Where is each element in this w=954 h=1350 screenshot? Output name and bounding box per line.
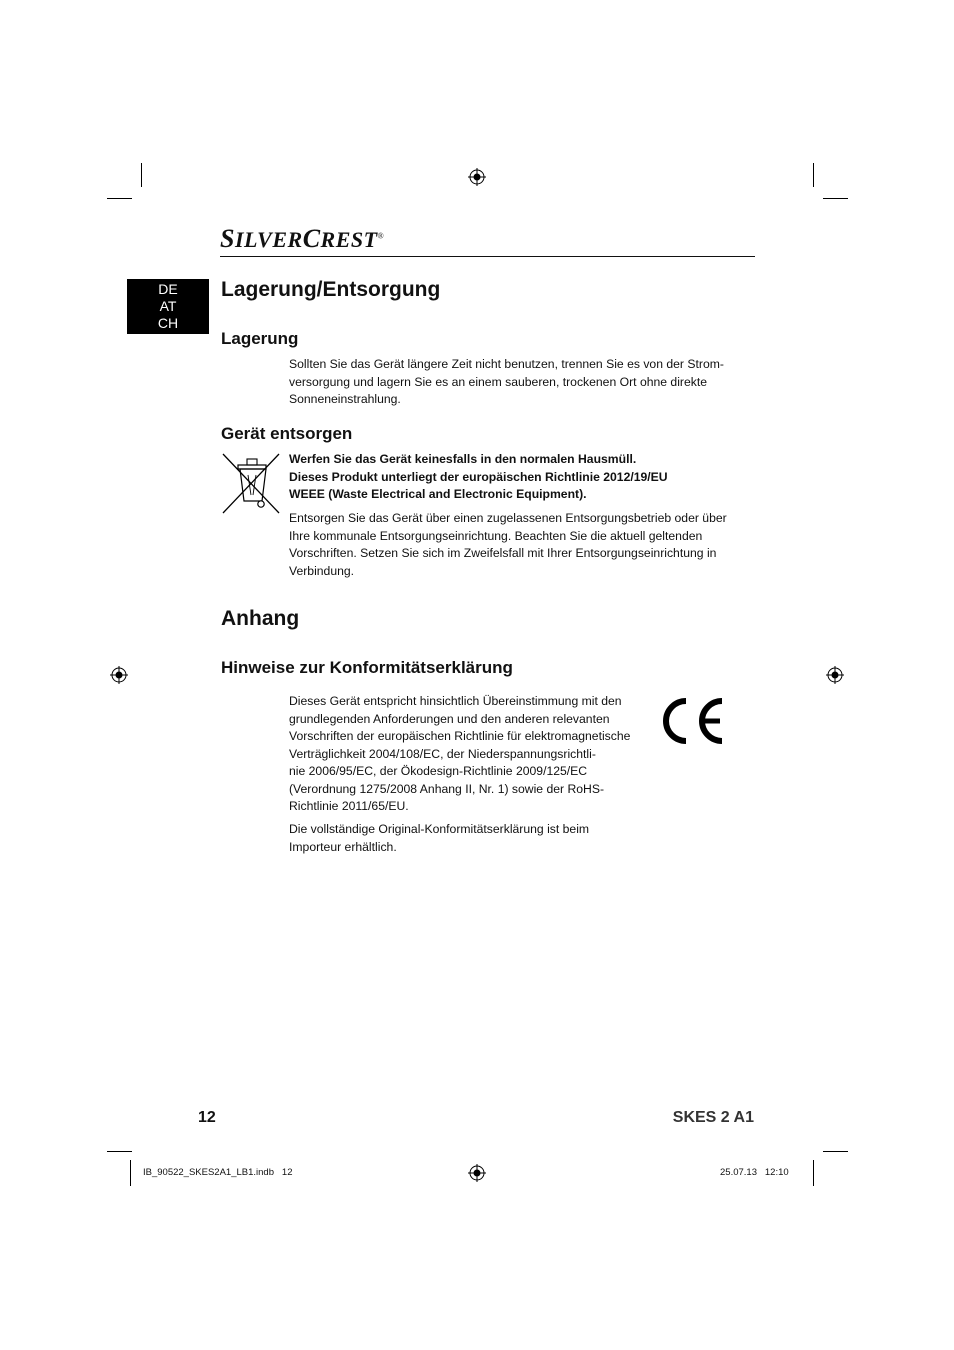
konformitaet-text-2: Die vollständige Original-Konformitätserklärung ist beim Importeur erhältlich. bbox=[289, 822, 590, 854]
model-number: SKES 2 A1 bbox=[672, 1109, 754, 1126]
slug-filename: IB_90522_SKES2A1_LB1.indb 12 bbox=[143, 1167, 293, 1178]
lang-at: AT bbox=[159, 298, 177, 314]
entsorgen-text: Entsorgen Sie das Gerät über einen zugelassenen Entsorgungsbetrieb oder über Ihre kommunale Entsorgungseinrichtung. Beachten Sie die aktuell geltenden Vorschriften. Setzen Sie sich im Zweifelsfall mit Ihrer Entsorgungseinrichtung in Verbindung. bbox=[289, 511, 727, 578]
lang-de: DE bbox=[158, 281, 178, 297]
registration-mark-icon bbox=[110, 666, 128, 684]
section-title-anhang: Anhang bbox=[221, 607, 300, 630]
heading-konformitaet: Hinweise zur Konformitätserklärung bbox=[221, 658, 513, 677]
lang-ch: CH bbox=[157, 315, 179, 331]
language-tab bbox=[127, 279, 209, 334]
registration-mark-icon bbox=[826, 666, 844, 684]
slug-date: 25.07.13 12:10 bbox=[720, 1167, 789, 1178]
header-rule bbox=[220, 256, 755, 257]
crossed-out-wheelie-bin-icon bbox=[221, 451, 283, 517]
heading-lagerung: Lagerung bbox=[221, 329, 299, 348]
section-title-lagerung-entsorgung: Lagerung/Entsorgung bbox=[221, 278, 441, 301]
registration-mark-icon bbox=[468, 168, 486, 186]
heading-geraet-entsorgen: Gerät entsorgen bbox=[221, 424, 353, 443]
registration-mark-icon bbox=[468, 1164, 486, 1182]
lagerung-text: Sollten Sie das Gerät längere Zeit nicht benutzen, trennen Sie es von der Strom- versorgung und lagern Sie es an einem sauberen, trockenen Ort ohne direkte Sonneneinstrahlung. bbox=[289, 357, 724, 406]
brand-logo: SILVERCREST® bbox=[220, 224, 385, 253]
konformitaet-text: Dieses Gerät entspricht hinsichtlich Übereinstimmung mit den grundlegenden Anforderungen und den anderen relevanten Vorschriften der europäischen Richtlinie für elektromagnetische Verträglichkeit 2004/108/EC, der Niederspannungsrichtli- nie 2006/95/EC, der Ökodesign-Richtlinie 2009/125/EC (Verordnung 1275/2008 Anhang II, Nr. 1) sowie der RoHS- Richtlinie 2011/65/EU. bbox=[289, 694, 631, 813]
entsorgen-warning: Werfen Sie das Gerät keinesfalls in den normalen Hausmüll. Dieses Produkt unterliegt der europäischen Richtlinie 2012/19/EU WEEE (Waste Electrical and Electronic Equipment). bbox=[289, 452, 668, 501]
page-number: 12 bbox=[198, 1109, 216, 1126]
ce-mark-icon bbox=[656, 697, 728, 745]
